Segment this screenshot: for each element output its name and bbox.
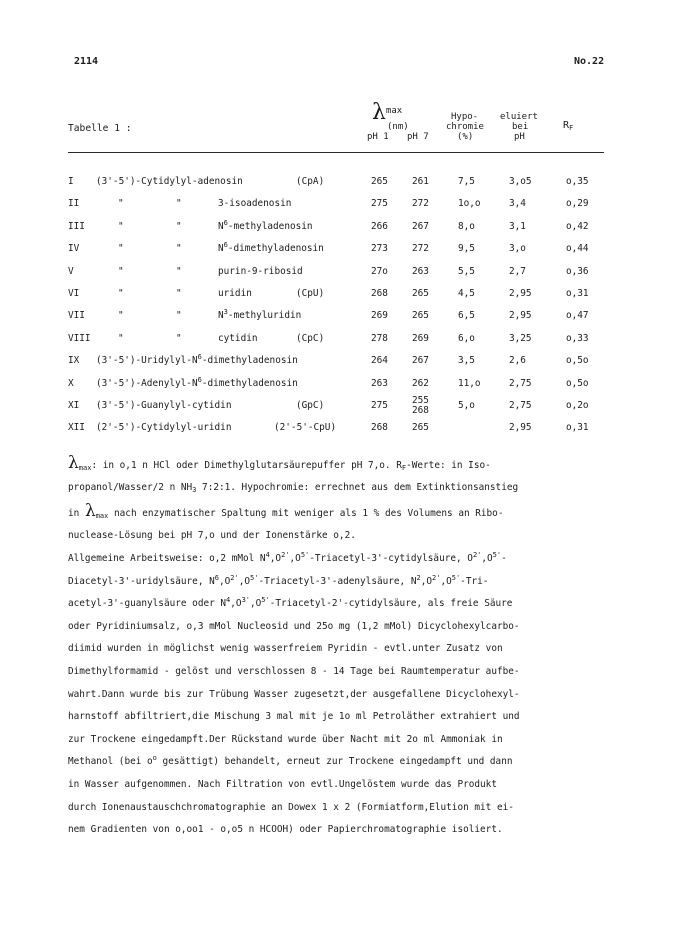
name-sup: 6	[223, 218, 228, 227]
lambda-ph7: 265	[412, 422, 429, 434]
lambda-ph7: 272	[412, 243, 429, 255]
method-text: ,O	[269, 553, 282, 564]
compound-name	[218, 265, 303, 279]
ditto-mark: "	[118, 198, 124, 210]
abbreviation: (GpC)	[296, 400, 325, 411]
name-sup: 6	[223, 241, 228, 250]
eluiert-ph: 2,75	[509, 377, 532, 389]
table-row	[0, 332, 680, 354]
ditto-mark: "	[176, 243, 182, 255]
row-number: V	[68, 265, 74, 277]
abbreviation: (CpU)	[296, 288, 325, 299]
row-number: X	[68, 377, 74, 389]
name-part: (2'-5')-Cytidylyl-uridin	[96, 422, 232, 434]
footnote-text: propanol/Wasser/2 n NH	[68, 482, 193, 494]
lambda-ph7: 255	[412, 395, 429, 406]
footnote-line-2	[68, 477, 616, 499]
method-text: ,O	[440, 575, 452, 587]
hypochromie: 8,o	[458, 220, 475, 232]
sup: 2'	[432, 573, 441, 582]
hypochromie-header-line2: chromie	[446, 122, 484, 132]
method-text: acetyl-3'-guanylsäure oder N	[68, 598, 227, 610]
name-part: N	[218, 243, 224, 255]
method-line-3	[68, 593, 616, 616]
journal-number: No.22	[574, 56, 605, 67]
method-line-1	[68, 548, 616, 571]
lambda-ph1: 266	[371, 220, 388, 232]
rf-header	[563, 120, 573, 131]
compound-name	[96, 175, 243, 189]
ditto-mark: "	[118, 310, 124, 322]
table-row	[0, 265, 680, 287]
eluiert-header-line1: eluiert	[500, 112, 538, 122]
compound-name	[218, 220, 313, 234]
hypochromie: 7,5	[458, 176, 475, 187]
eluiert-ph: 3,o5	[509, 176, 532, 187]
method-line-10	[68, 751, 616, 774]
lambda-unit: (nm)	[387, 122, 409, 132]
compound-name	[96, 354, 298, 368]
rf-value: o,47	[566, 310, 589, 322]
method-text: -Tri-	[460, 575, 489, 587]
sup: 4	[265, 551, 270, 559]
sup: 5'	[300, 551, 310, 559]
rf-header-sub: F	[569, 124, 574, 132]
lambda-ph7: 269	[412, 332, 429, 344]
rf-header-main: R	[563, 120, 570, 131]
compound-name	[218, 287, 252, 301]
hypochromie: 6,5	[458, 310, 475, 322]
eluiert-ph: 3,1	[509, 220, 526, 232]
ditto-mark: "	[176, 310, 182, 322]
method-line-9: zur Trockene eingedampft.Der Rückstand wurde über Nacht mit 2o ml Ammoniak in	[68, 733, 503, 745]
hypochromie: 4,5	[458, 288, 475, 299]
method-line-2	[68, 571, 616, 594]
method-line-7: wahrt.Dann wurde bis zur Trübung Wasser zugesetzt,der ausgefallene Dicyclohexyl-	[68, 688, 520, 700]
lambda-ph1: 269	[371, 310, 388, 322]
rf-value: o,31	[566, 422, 589, 434]
abbreviation: (CpC)	[296, 332, 325, 344]
table-row	[0, 287, 680, 309]
footnote-line-4: nuclease-Lösung bei pH 7,o und der Ionenstärke o,2.	[68, 530, 356, 542]
abbreviation: (CpA)	[296, 176, 325, 187]
method-text: -	[501, 553, 507, 564]
sup: 5'	[451, 573, 461, 582]
sup: 5'	[250, 573, 259, 582]
method-line-11: in Wasser aufgenommen. Nach Filtration von evtl.Ungelöstem wurde das Produkt	[68, 778, 497, 790]
table-row	[0, 175, 680, 197]
hypochromie: 11,o	[458, 377, 481, 389]
lambda-ph1: 275	[371, 400, 388, 411]
rf-value: o,2o	[566, 400, 589, 411]
table-row	[0, 309, 680, 331]
lambda-ph7: 265	[412, 310, 429, 322]
name-part: -dimethyladenosin	[201, 377, 298, 389]
rf-value: o,36	[566, 265, 589, 277]
ditto-mark: "	[118, 243, 124, 255]
row-number: III	[68, 220, 85, 232]
lambda-symbol: λ	[372, 100, 386, 125]
lambda-ph7: 267	[412, 220, 429, 232]
nh3-sub: 3	[192, 486, 197, 495]
rf-value: o,33	[566, 332, 589, 344]
name-sup: 3	[223, 308, 228, 317]
max-sub: max	[95, 511, 109, 520]
hypochromie: 3,5	[458, 355, 475, 367]
method-text: -Triacetyl-3'-adenylsäure, N	[258, 575, 417, 587]
method-text: Diacetyl-3'-uridylsäure, N	[68, 575, 215, 587]
ditto-mark: "	[118, 220, 124, 232]
rf-value: o,35	[566, 176, 589, 187]
eluiert-ph: 2,95	[509, 422, 532, 434]
footnote-line-3	[68, 500, 616, 525]
rf-value: o,42	[566, 220, 589, 232]
method-line-6: Dimethylformamid - gelöst und verschlossen 8 - 14 Tage bei Raumtemperatur aufbe-	[68, 665, 520, 677]
hypochromie: 5,5	[458, 265, 475, 277]
row-number: I	[68, 176, 74, 187]
lambda-ph7: 267	[412, 355, 429, 367]
lambda-ph1: 264	[371, 355, 388, 367]
ph7-header: pH 7	[407, 132, 429, 142]
hypochromie: 5,o	[458, 400, 475, 411]
method-text: ,O	[289, 553, 301, 564]
eluiert-ph: 3,25	[509, 332, 532, 344]
table-caption: Tabelle 1 :	[68, 123, 132, 134]
table-header-rule	[68, 152, 604, 153]
lambda-symbol: λ	[84, 500, 96, 521]
method-line-12: durch Ionenaustauschchromatographie an Dowex 1 x 2 (Formiatform,Elution mit ei-	[68, 801, 514, 813]
name-part: (3'-5')-Cytidylyl-adenosin	[96, 176, 243, 187]
table-row	[0, 242, 680, 264]
sup: o	[152, 754, 157, 763]
name-part: (3'-5')-Uridylyl-N	[96, 355, 198, 367]
sup: 2'	[281, 551, 290, 559]
lambda-max-header	[372, 102, 402, 124]
method-text: ,O	[218, 575, 231, 587]
sup: 6	[214, 573, 219, 582]
compound-name	[96, 399, 231, 413]
eluiert-ph: 2,95	[509, 288, 532, 299]
eluiert-header-line2: bei	[512, 122, 529, 132]
eluiert-ph: 2,7	[509, 265, 526, 277]
row-number: VI	[68, 288, 80, 299]
name-part: 3-isoadenosin	[218, 198, 292, 210]
compound-name	[96, 377, 298, 391]
sup: 2'	[230, 573, 239, 582]
name-part: uridin	[218, 288, 252, 299]
sup: 2'	[472, 551, 482, 559]
eluiert-ph: 3,4	[509, 198, 526, 210]
eluiert-ph: 2,75	[509, 400, 532, 411]
max-sub: max	[78, 464, 92, 472]
lambda-ph7: 272	[412, 198, 429, 210]
name-part: (3'-5')-Adenylyl-N	[96, 377, 198, 389]
name-part: -methyladenosin	[227, 220, 313, 232]
ph1-header: pH 1	[367, 132, 389, 142]
lambda-max-sub: max	[385, 106, 403, 116]
ditto-mark: "	[176, 288, 182, 299]
name-sup: 6	[197, 353, 202, 362]
name-sup: 6	[197, 375, 202, 384]
ditto-mark: "	[176, 332, 182, 344]
rf-sub: F	[401, 464, 407, 472]
name-part: -dimethyladenosin	[227, 243, 324, 255]
hypochromie: 6,o	[458, 332, 475, 344]
method-text: ,O	[250, 598, 262, 610]
rf-value: o,44	[566, 243, 589, 255]
name-part: N	[218, 310, 224, 322]
method-text: -Triacetyl-2'-cytidylsäure, als freie Säure	[269, 598, 513, 610]
table-row	[0, 220, 680, 242]
method-text: ,O	[481, 553, 493, 564]
lambda-ph1: 268	[371, 422, 388, 434]
row-number: VII	[68, 310, 85, 322]
sup: 3'	[241, 596, 250, 605]
footnote-text: 7:2:1. Hypochromie: errechnet aus dem Extinktionsanstieg	[196, 482, 519, 494]
footnote-line-1	[68, 452, 616, 477]
row-number: VIII	[68, 332, 91, 344]
ditto-mark: "	[118, 288, 124, 299]
row-number: IV	[68, 243, 80, 255]
method-text: ,O	[420, 575, 432, 587]
eluiert-ph: 3,o	[509, 243, 526, 255]
method-text: -Triacetyl-3'-cytidylsäure, O	[309, 553, 473, 564]
footnote-text: : in o,1 n HCl oder Dimethylglutarsäurepuffer pH 7,o. R	[91, 460, 402, 471]
table-row	[0, 354, 680, 376]
method-line-13: nem Gradienten von o,oo1 - o,o5 n HCOOH) oder Papierchromatographie isoliert.	[68, 824, 503, 836]
sup: 2	[416, 573, 421, 582]
eluiert-ph: 2,6	[509, 355, 526, 367]
ditto-mark: "	[118, 265, 124, 277]
footnote-text: in	[68, 507, 85, 519]
row-number: XI	[68, 400, 80, 411]
ditto-mark: "	[176, 220, 182, 232]
hypochromie: 9,5	[458, 243, 475, 255]
lambda-ph1: 268	[371, 288, 388, 299]
method-line-4: oder Pyridiniumsalz, o,3 mMol Nucleosid und 25o mg (1,2 mMol) Dicyclohexylcarbo-	[68, 620, 520, 632]
abbreviation: (2'-5'-CpU)	[274, 422, 337, 434]
sup: 4	[226, 596, 231, 605]
method-paragraph	[68, 548, 616, 842]
table-row	[0, 377, 680, 399]
rf-value: o,5o	[566, 355, 589, 367]
footnote-text: -Werte: in Iso-	[406, 460, 491, 471]
method-text: ,O	[238, 575, 250, 587]
lambda-ph7: 265	[412, 288, 429, 299]
lambda-ph7: 262	[412, 377, 429, 389]
row-number: IX	[68, 355, 80, 367]
sup: 5'	[261, 596, 270, 605]
name-part: purin-9-ribosid	[218, 265, 303, 277]
lambda-symbol: λ	[68, 453, 79, 473]
lambda-ph1: 27o	[371, 265, 388, 277]
hypochromie-header-line3: (%)	[457, 132, 474, 142]
table-row	[0, 395, 680, 421]
row-number: XII	[68, 422, 85, 434]
method-line-5: diimid wurden in möglichst wenig wasserfreiem Pyridin - evtl.unter Zusatz von	[68, 643, 503, 655]
table-row	[0, 197, 680, 219]
page-number: 2114	[74, 56, 99, 67]
rf-value: o,31	[566, 288, 589, 299]
method-text: gesättigt) behandelt, erneut zur Trockene eingedampft und dann	[156, 756, 513, 768]
lambda-ph7: 261	[412, 176, 429, 187]
name-part: -methyluridin	[227, 310, 302, 322]
lambda-ph1: 263	[371, 377, 388, 389]
rf-value: o,29	[566, 198, 589, 210]
name-part: (3'-5')-Guanylyl-cytidin	[96, 400, 232, 411]
method-text: Allgemeine Arbeitsweise: o,2 mMol N	[68, 553, 266, 564]
lambda-ph1: 265	[371, 176, 388, 187]
lambda-ph1: 278	[371, 332, 388, 344]
name-part: cytidin	[218, 332, 258, 344]
sup: 5'	[492, 551, 502, 559]
name-part: N	[218, 220, 224, 232]
compound-name	[96, 421, 231, 435]
method-line-8: harnstoff abfiltriert,die Mischung 3 mal mit je 1o ml Petroläther extrahiert und	[68, 711, 520, 723]
ditto-mark: "	[118, 332, 124, 344]
rf-value: o,5o	[566, 377, 589, 389]
name-part: -dimethyladenosin	[201, 355, 298, 367]
compound-name	[218, 197, 291, 211]
eluiert-ph: 2,95	[509, 310, 532, 322]
method-text: ,O	[230, 598, 242, 610]
compound-name	[218, 332, 258, 346]
hypochromie: 1o,o	[458, 198, 481, 210]
table-footnote	[68, 452, 616, 548]
hypochromie-header-line1: Hypo-	[451, 112, 479, 122]
eluiert-header-line3: pH	[514, 132, 525, 142]
compound-name	[218, 242, 324, 256]
ditto-mark: "	[176, 265, 182, 277]
footnote-text: nach enzymatischer Spaltung mit weniger als 1 % des Volumens an Ribo-	[108, 507, 504, 519]
ditto-mark: "	[176, 198, 182, 210]
lambda-ph1: 273	[371, 243, 388, 255]
method-text: Methanol (bei o	[68, 756, 153, 768]
lambda-ph7: 263	[412, 265, 429, 277]
row-number: II	[68, 198, 80, 210]
compound-name	[218, 309, 301, 323]
lambda-ph7: 268	[412, 405, 429, 416]
lambda-ph1: 275	[371, 198, 388, 210]
table-row	[0, 421, 680, 443]
